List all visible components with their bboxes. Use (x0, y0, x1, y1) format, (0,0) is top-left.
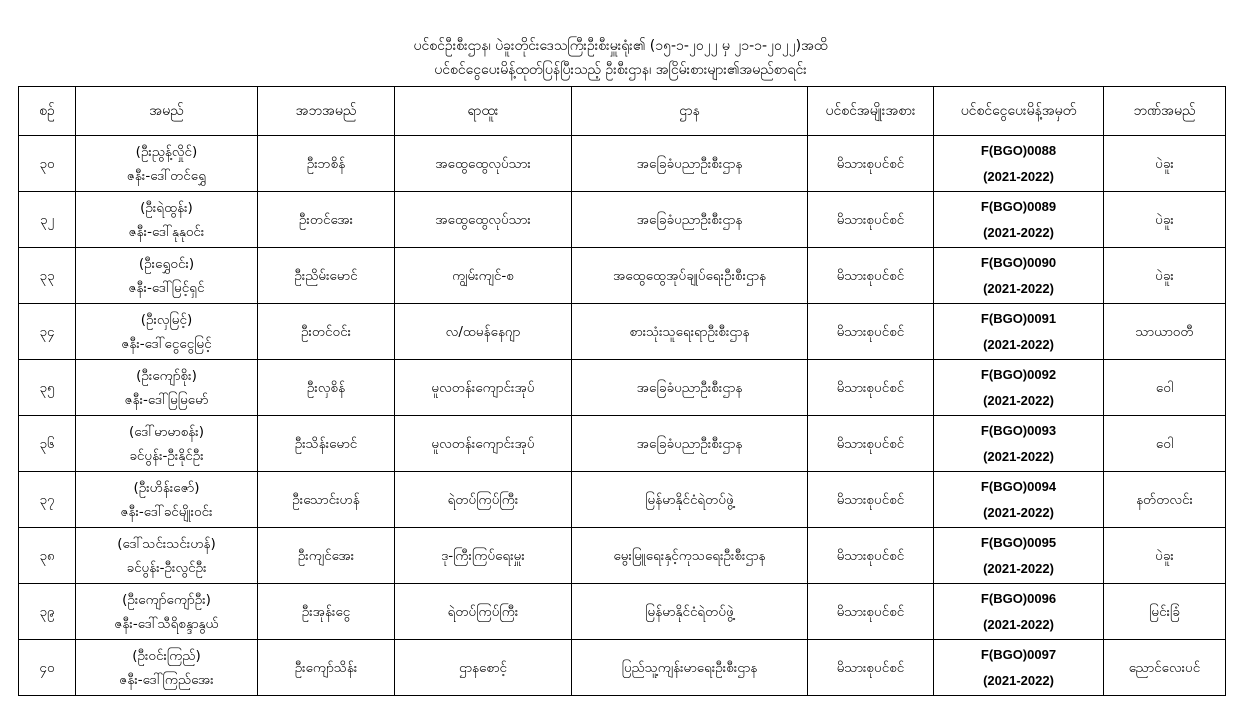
row-number: ၃၅ (19, 360, 76, 416)
position: ရဲတပ်ကြပ်ကြီး (395, 584, 572, 640)
recipient-name: ခင်ပွန်း-ဦးနိုင်ဦး (129, 447, 204, 464)
table-row (19, 192, 1226, 248)
pension-order-cell (934, 472, 1104, 528)
pension-type: မိသားစုပင်စင် (808, 360, 934, 416)
table-row (19, 584, 1226, 640)
pension-order-cell (934, 304, 1104, 360)
header-number: စဉ် (19, 87, 76, 136)
table-row (19, 136, 1226, 192)
title-line-1: ပင်စင်ဦးစီးဌာန၊ ပဲခူးတိုင်းဒေသကြီးဦးစီးမှူးရုံး၏ (၁၅-၁-၂၀၂၂ မှ ၂၁-၁-၂၀၂၂)အထိ (413, 38, 828, 54)
position: ဌာနစောင့် (395, 640, 572, 696)
header-pension-type: ပင်စင်အမျိုးအစား (808, 87, 934, 136)
name-cell (76, 640, 258, 696)
pension-order-number: F(BGO)0091 (980, 310, 1057, 326)
deceased-name: (ဦးရဲထွန်း) (140, 199, 193, 216)
bank-name: မြင်းခြံ (1104, 584, 1226, 640)
pension-order-number: F(BGO)0088 (980, 142, 1057, 158)
pension-order-cell (934, 528, 1104, 584)
pension-order-year: (2021-2022) (983, 336, 1054, 352)
row-number: ၃၆ (19, 416, 76, 472)
father-name: ဦးသောင်းဟန် (258, 472, 395, 528)
table-row (19, 360, 1226, 416)
recipient-name: ဇနီး-ဒေါ်သီရိစန္ဒာနွယ် (114, 615, 219, 632)
table-row (19, 528, 1226, 584)
pension-order-number: F(BGO)0089 (980, 198, 1057, 214)
pension-order-year: (2021-2022) (983, 448, 1054, 464)
bank-name: နတ်တလင်း (1104, 472, 1226, 528)
bank-name: ပဲခူး (1104, 136, 1226, 192)
pension-order-year: (2021-2022) (983, 224, 1054, 240)
father-name: ဦးညိမ်းမောင် (258, 248, 395, 304)
pension-order-year: (2021-2022) (983, 616, 1054, 632)
bank-name: ဝေါ (1104, 416, 1226, 472)
father-name: ဦးသိန်းမောင် (258, 416, 395, 472)
pension-order-number: F(BGO)0090 (980, 254, 1057, 270)
recipient-name: ဇနီး-ဒေါ်ခင်မျိုးဝင်း (120, 503, 213, 520)
document-title (0, 34, 1241, 82)
table-row (19, 472, 1226, 528)
name-cell (76, 584, 258, 640)
recipient-name: ဇနီး-ဒေါ်နုနုဝင်း (128, 223, 205, 240)
bank-name: ပဲခူး (1104, 528, 1226, 584)
position: အထွေထွေလုပ်သား (395, 192, 572, 248)
father-name: ဦးဘစိန် (258, 136, 395, 192)
department: မြန်မာနိုင်ငံရဲတပ်ဖွဲ့ (572, 472, 808, 528)
name-cell (76, 136, 258, 192)
name-cell (76, 416, 258, 472)
header-name: အမည် (76, 87, 258, 136)
pension-order-cell (934, 640, 1104, 696)
row-number: ၃၀ (19, 136, 76, 192)
row-number: ၃၂ (19, 192, 76, 248)
father-name: ဦးတင်အေး (258, 192, 395, 248)
table-row (19, 248, 1226, 304)
name-cell (76, 248, 258, 304)
department: အခြေခံပညာဦးစီးဌာန (572, 136, 808, 192)
bank-name: ပဲခူး (1104, 248, 1226, 304)
row-number: ၃၄ (19, 304, 76, 360)
row-number: ၃၉ (19, 584, 76, 640)
name-cell (76, 360, 258, 416)
deceased-name: (ဦးဝင်းကြည်) (132, 647, 201, 664)
pension-order-year: (2021-2022) (983, 672, 1054, 688)
position: အထွေထွေလုပ်သား (395, 136, 572, 192)
recipient-name: ခင်ပွန်း-ဦးလွင်ဦး (126, 559, 207, 576)
header-position: ရာထူး (395, 87, 572, 136)
row-number: ၃၃ (19, 248, 76, 304)
bank-name: သာယာဝတီ (1104, 304, 1226, 360)
position: ဒု-ကြီးကြပ်ရေးမှူး (395, 528, 572, 584)
title-line-2: ပင်စင်ငွေပေးမိန့်ထုတ်ပြန်ပြီးသည့် ဦးစီးဌာန၊ အငြိမ်းစားများ၏အမည်စာရင်း (434, 62, 807, 78)
row-number: ၄၀ (19, 640, 76, 696)
pension-order-number: F(BGO)0093 (980, 422, 1057, 438)
header-bank-name: ဘဏ်အမည် (1104, 87, 1226, 136)
pension-type: မိသားစုပင်စင် (808, 248, 934, 304)
header-pension-order-number: ပင်စင်ငွေပေးမိန့်အမှတ် (934, 87, 1104, 136)
position: မူလတန်းကျောင်းအုပ် (395, 416, 572, 472)
pension-table (18, 86, 1226, 696)
pension-type: မိသားစုပင်စင် (808, 136, 934, 192)
pension-type: မိသားစုပင်စင် (808, 528, 934, 584)
name-cell (76, 528, 258, 584)
pension-type: မိသားစုပင်စင် (808, 584, 934, 640)
pension-order-year: (2021-2022) (983, 504, 1054, 520)
recipient-name: ဇနီး-ဒေါ်မြင့်ရှင် (128, 279, 205, 296)
department: အခြေခံပညာဦးစီးဌာန (572, 192, 808, 248)
department: မွေးမြူရေးနှင့်ကုသရေးဦးစီးဌာန (572, 528, 808, 584)
position: ရဲတပ်ကြပ်ကြီး (395, 472, 572, 528)
father-name: ဦးအုန်းငွေ (258, 584, 395, 640)
pension-order-cell (934, 136, 1104, 192)
pension-order-year: (2021-2022) (983, 392, 1054, 408)
row-number: ၃၇ (19, 472, 76, 528)
position: ကျွမ်းကျင်-စ (395, 248, 572, 304)
deceased-name: (ဒေါ်သင်းသင်းဟန်) (117, 535, 216, 552)
deceased-name: (ဦးကျော်ကျော်ဦး) (122, 591, 211, 608)
father-name: ဦးကျင်အေး (258, 528, 395, 584)
pension-order-cell (934, 192, 1104, 248)
pension-order-cell (934, 360, 1104, 416)
pension-type: မိသားစုပင်စင် (808, 472, 934, 528)
pension-order-number: F(BGO)0092 (980, 366, 1057, 382)
deceased-name: (ဦးကျော်စိုး) (136, 367, 197, 384)
father-name: ဦးတင်ဝင်း (258, 304, 395, 360)
pension-order-number: F(BGO)0096 (980, 590, 1057, 606)
pension-order-year: (2021-2022) (983, 280, 1054, 296)
bank-name: ပဲခူး (1104, 192, 1226, 248)
pension-order-number: F(BGO)0095 (980, 534, 1057, 550)
name-cell (76, 472, 258, 528)
pension-order-number: F(BGO)0097 (980, 646, 1057, 662)
department: အခြေခံပညာဦးစီးဌာန (572, 360, 808, 416)
pension-type: မိသားစုပင်စင် (808, 416, 934, 472)
department: မြန်မာနိုင်ငံရဲတပ်ဖွဲ့ (572, 584, 808, 640)
deceased-name: (ဦးညွန့်လှိုင်) (135, 143, 198, 160)
pension-type: မိသားစုပင်စင် (808, 192, 934, 248)
table-row (19, 416, 1226, 472)
recipient-name: ဇနီး-ဒေါ်မြမြမော် (124, 391, 209, 408)
pension-order-number: F(BGO)0094 (980, 478, 1057, 494)
deceased-name: (ဒေါ်မာမာစန်း) (128, 423, 204, 440)
deceased-name: (ဦးရွှေဝင်း) (138, 255, 195, 272)
header-father-name: အဘအမည် (258, 87, 395, 136)
recipient-name: ဇနီး-ဒေါ်တင်ရွှေ (126, 167, 207, 184)
department: အခြေခံပညာဦးစီးဌာန (572, 416, 808, 472)
father-name: ဦးကျော်သိန်း (258, 640, 395, 696)
father-name: ဦးလှစိန် (258, 360, 395, 416)
table-row (19, 640, 1226, 696)
pension-order-cell (934, 584, 1104, 640)
header-department: ဌာန (572, 87, 808, 136)
table-body (19, 136, 1226, 696)
recipient-name: ဇနီး-ဒေါ်ကြည်အေး (119, 671, 214, 688)
row-number: ၃၈ (19, 528, 76, 584)
department: ပြည်သူ့ကျန်းမာရေးဦးစီးဌာန (572, 640, 808, 696)
name-cell (76, 192, 258, 248)
position: မူလတန်းကျောင်းအုပ် (395, 360, 572, 416)
table-row (19, 304, 1226, 360)
deceased-name: (ဦးဟိန်းဇော်) (133, 479, 200, 496)
pension-type: မိသားစုပင်စင် (808, 304, 934, 360)
table-header-row (19, 87, 1226, 136)
name-cell (76, 304, 258, 360)
department: အထွေထွေအုပ်ချုပ်ရေးဦးစီးဌာန (572, 248, 808, 304)
position: လ/ထမန်နေဂျာ (395, 304, 572, 360)
recipient-name: ဇနီး-ဒေါ်ငွေငွေမြင့် (121, 335, 212, 352)
pension-order-cell (934, 248, 1104, 304)
bank-name: ဝေါ (1104, 360, 1226, 416)
department: စားသုံးသူရေးရာဦးစီးဌာန (572, 304, 808, 360)
pension-order-cell (934, 416, 1104, 472)
deceased-name: (ဦးလှမြင့်) (140, 311, 193, 328)
pension-order-year: (2021-2022) (983, 168, 1054, 184)
bank-name: ညောင်လေးပင် (1104, 640, 1226, 696)
pension-type: မိသားစုပင်စင် (808, 640, 934, 696)
pension-order-year: (2021-2022) (983, 560, 1054, 576)
